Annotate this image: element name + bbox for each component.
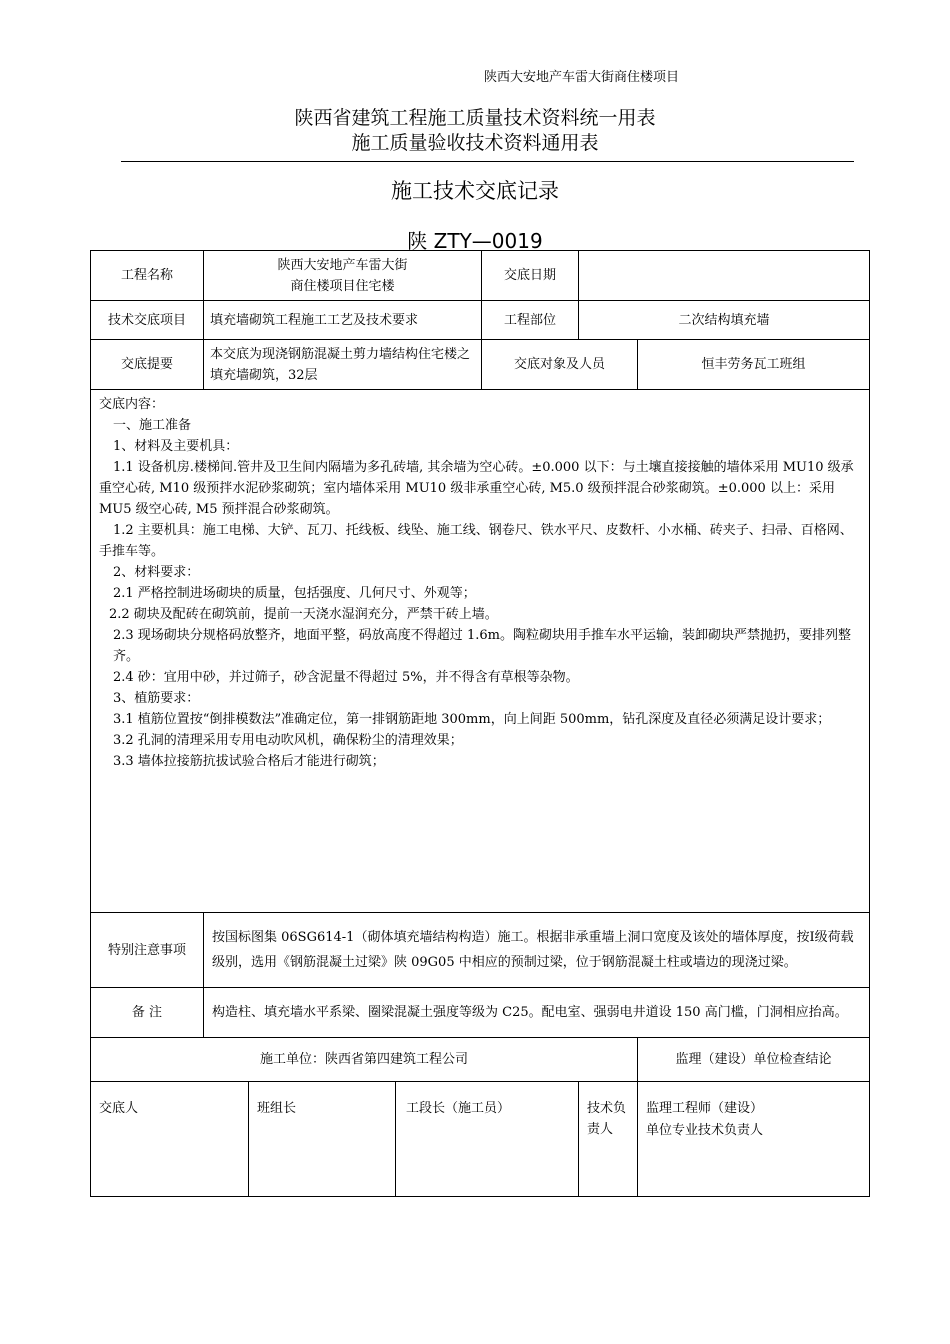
content-line: 3.2 孔洞的清理采用专用电动吹风机，确保粉尘的清理效果； — [113, 733, 463, 748]
row-content — [91, 390, 870, 913]
form-code: 陕 ZTY—0019 — [407, 229, 543, 253]
location-value: 二次结构填充墙 — [579, 301, 870, 340]
disclosure-form-table — [90, 250, 870, 1197]
content-heading: 交底内容： — [99, 397, 165, 412]
title-line-2: 施工质量验收技术资料通用表 — [351, 132, 599, 154]
discloser-signature[interactable]: 交底人 — [91, 1082, 249, 1197]
row-remarks — [91, 988, 870, 1038]
disclosure-content — [91, 390, 870, 913]
supervisor-signature[interactable] — [638, 1082, 870, 1197]
target-label: 交底对象及人员 — [482, 340, 638, 390]
content-line: 3、植筋要求： — [113, 691, 200, 706]
row-project-name — [91, 251, 870, 301]
supervision-conclusion: 监理（建设）单位检查结论 — [638, 1038, 870, 1082]
supervisor-line2: 单位专业技术负责人 — [646, 1123, 764, 1138]
row-special — [91, 913, 870, 988]
row-signatures — [91, 1082, 870, 1197]
content-line: 1、材料及主要机具： — [113, 439, 239, 454]
content-line: 2、材料要求： — [113, 565, 200, 580]
title-line-1: 陕西省建筑工程施工质量技术资料统一用表 — [294, 107, 656, 129]
project-name-line2: 商住楼项目住宅楼 — [290, 278, 395, 294]
special-label: 特别注意事项 — [91, 913, 204, 988]
form-title: 施工技术交底记录 — [391, 179, 559, 203]
content-line: 2.3 现场砌块分规格码放整齐，地面平整，码放高度不得超过 1.6m。陶粒砌块用手推车水平运输，装卸砌块严禁抛扔，要排列整齐。 — [113, 628, 851, 664]
date-label: 交底日期 — [482, 251, 579, 301]
project-name-label: 工程名称 — [91, 251, 204, 301]
location-label: 工程部位 — [482, 301, 579, 340]
special-value: 按国标图集 06SG614-1（砌体填充墙结构构造）施工。根据非承重墙上洞口宽度及该处的墙体厚度，按Ⅰ级荷载级别，选用《钢筋混凝土过梁》陕 09G05 中相应的预制过梁，位于钢筋混凝土柱或墙边的现浇过梁。 — [204, 913, 870, 988]
item-label: 技术交底项目 — [91, 301, 204, 340]
project-name-line1: 陕西大安地产车雷大街 — [277, 257, 408, 273]
row-summary — [91, 340, 870, 390]
item-value: 填充墙砌筑工程施工工艺及技术要求 — [204, 301, 482, 340]
row-item — [91, 301, 870, 340]
tech-lead-signature[interactable]: 技术负责人 — [579, 1082, 638, 1197]
content-line: 3.3 墙体拉接筋抗拔试验合格后才能进行砌筑； — [113, 754, 385, 769]
summary-value: 本交底为现浇钢筋混凝土剪力墙结构住宅楼之填充墙砌筑，32层 — [204, 340, 482, 390]
construction-unit: 施工单位：陕西省第四建筑工程公司 — [91, 1038, 638, 1082]
supervisor-line1: 监理工程师（建设） — [646, 1101, 764, 1116]
project-header: 陕西大安地产车雷大街商住楼项目 — [484, 70, 680, 85]
project-name-value — [204, 251, 482, 301]
remarks-value: 构造柱、填充墙水平系梁、圈梁混凝土强度等级为 C25。配电室、强弱电井道设 150 高门槛，门洞相应抬高。 — [204, 988, 870, 1038]
content-line: 3.1 植筋位置按“倒排模数法”准确定位，第一排钢筋距地 300mm，向上间距 500mm，钻孔深度及直径必须满足设计要求； — [113, 712, 831, 727]
team-leader-signature[interactable]: 班组长 — [249, 1082, 396, 1197]
date-value — [579, 251, 870, 301]
content-line: 2.4 砂：宜用中砂，并过筛子，砂含泥量不得超过 5%，并不得含有草根等杂物。 — [113, 670, 579, 685]
target-value: 恒丰劳务瓦工班组 — [638, 340, 870, 390]
remarks-label: 备 注 — [91, 988, 204, 1038]
content-line: 1.1 设备机房.楼梯间.管井及卫生间内隔墙为多孔砖墙, 其余墙为空心砖。±0.000 以下：与土壤直接接触的墙体采用 MU10 级承重空心砖, M10 级预拌水泥砂浆砌筑；室内墙体采用 MU10 级非承重空心砖, M5.0 级预拌混合砂浆砌筑。±0.000 以上：采用 MU5 级空心砖, M5 预拌混合砂浆砌筑。 — [99, 460, 854, 517]
content-line: 2.2 砌块及配砖在砌筑前，提前一天浇水湿润充分，严禁干砖上墙。 — [109, 607, 498, 622]
title-divider — [121, 161, 854, 162]
content-line: 一、施工准备 — [113, 418, 192, 433]
summary-label: 交底提要 — [91, 340, 204, 390]
section-chief-signature[interactable]: 工段长（施工员） — [396, 1082, 579, 1197]
content-line: 2.1 严格控制进场砌块的质量，包括强度、几何尺寸、外观等； — [113, 586, 476, 601]
content-line: 1.2 主要机具：施工电梯、大铲、瓦刀、托线板、线坠、施工线、钢卷尺、铁水平尺、皮数杆、小水桶、砖夹子、扫帚、百格网、手推车等。 — [99, 523, 853, 559]
row-unit — [91, 1038, 870, 1082]
